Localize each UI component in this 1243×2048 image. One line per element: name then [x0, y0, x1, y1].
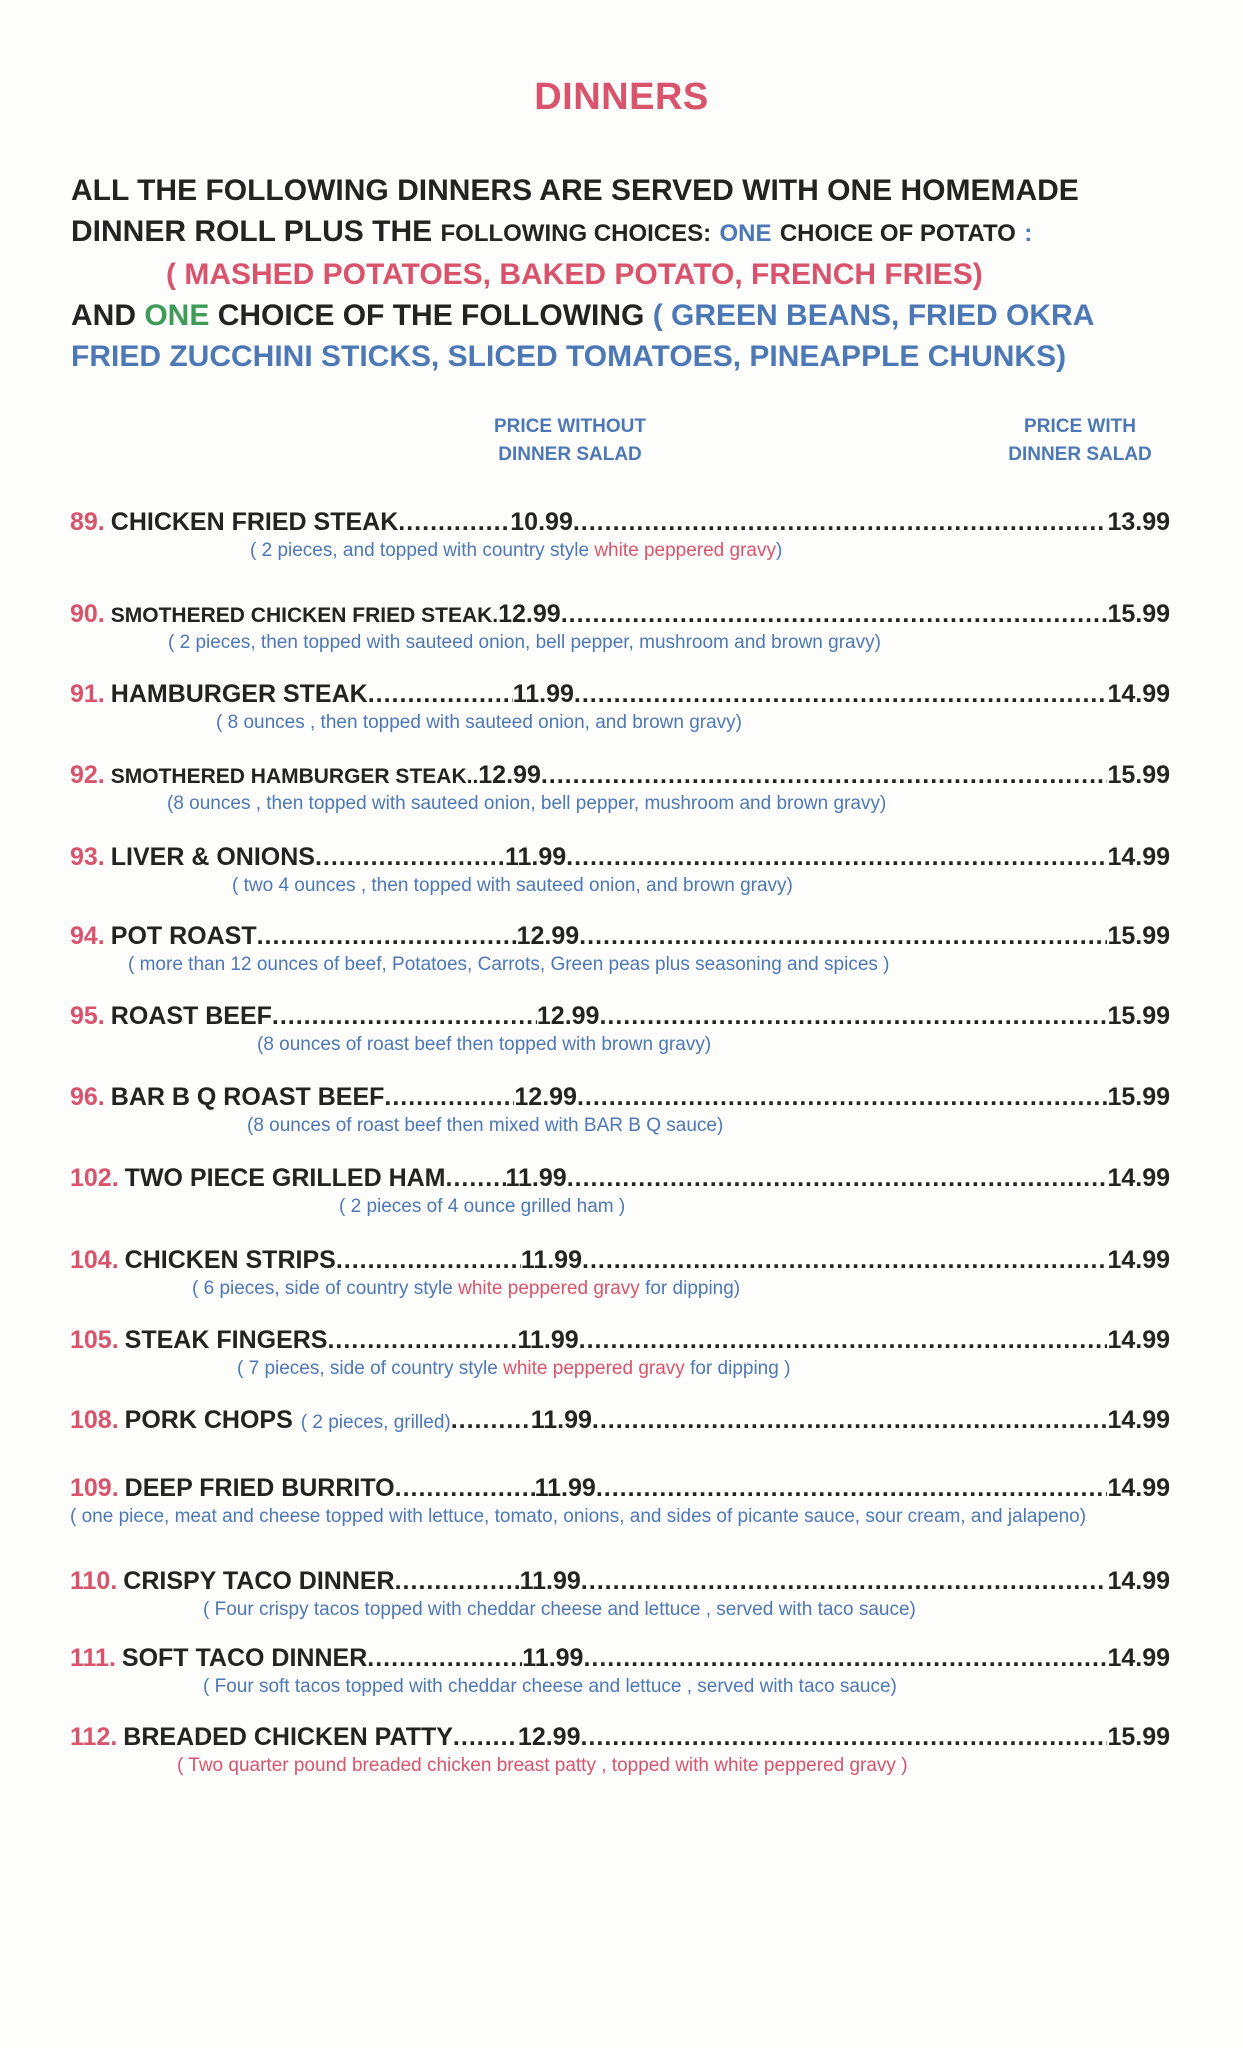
- dot-leader: [579, 922, 1107, 951]
- item-description: [70, 1755, 1170, 1777]
- page-title: DINNERS: [534, 76, 709, 118]
- item-description: [70, 712, 1170, 734]
- price-with-salad: 14.99: [1107, 680, 1170, 708]
- dot-leader: [368, 680, 513, 709]
- intro-text-part: FOLLOWING CHOICES:: [440, 220, 712, 247]
- intro-highlight-one: ONE: [144, 299, 210, 332]
- description-text: for dipping ): [684, 1358, 791, 1379]
- item-description: [70, 1599, 1170, 1621]
- price-without-salad: 12.99: [536, 1002, 600, 1030]
- intro-line-2: [71, 211, 1191, 254]
- item-number: 105.: [70, 1326, 119, 1354]
- description-text: ( 2 pieces, and topped with country style: [250, 540, 595, 561]
- price-without-salad-header: [450, 413, 690, 469]
- dot-leader: [581, 1567, 1108, 1596]
- dot-leader: [384, 1083, 514, 1112]
- intro-line-1: ALL THE FOLLOWING DINNERS ARE SERVED WITH ONE HOMEMADE: [71, 174, 1079, 207]
- menu-item: [70, 1723, 1170, 1777]
- gravy-highlight: white peppered gravy: [714, 1755, 896, 1776]
- dot-leader: [367, 1644, 522, 1673]
- item-description: [70, 1278, 1170, 1300]
- price-with-salad: 14.99: [1107, 843, 1170, 871]
- item-name: STEAK FINGERS: [124, 1326, 328, 1354]
- item-name: CHICKEN FRIED STEAK: [110, 508, 399, 536]
- dot-leader: [567, 1164, 1108, 1193]
- menu-item: [70, 1474, 1170, 1528]
- item-number: 102.: [70, 1164, 119, 1192]
- item-name: BAR B Q ROAST BEEF: [110, 1083, 385, 1111]
- intro-text-part: CHOICE OF THE FOLLOWING: [217, 299, 645, 332]
- item-number: 90.: [70, 600, 105, 628]
- menu-item-line: [70, 680, 1170, 709]
- dot-leader: [592, 1406, 1108, 1435]
- menu-item-line: [70, 1723, 1170, 1752]
- price-without-salad: 11.99: [534, 1474, 596, 1502]
- intro-text: [71, 170, 1191, 377]
- description-text: ( more than 12 ounces of beef, Potatoes, Carrots, Green peas plus seasoning and spices ): [128, 954, 890, 975]
- menu-item: [70, 1002, 1170, 1056]
- description-text: for dipping): [639, 1278, 741, 1299]
- dot-leader: [446, 1164, 506, 1193]
- menu-item-line: [70, 761, 1170, 790]
- gravy-highlight: white peppered gravy: [458, 1278, 640, 1299]
- item-description: [70, 1676, 1170, 1698]
- description-text: ( 7 pieces, side of country style: [237, 1358, 504, 1379]
- menu-item-line: [70, 1326, 1170, 1355]
- menu-item: [70, 1326, 1170, 1380]
- price-without-salad: 11.99: [517, 1326, 579, 1354]
- item-description: [70, 1196, 1170, 1218]
- menu-item-line: [70, 600, 1170, 629]
- menu-item: [70, 600, 1170, 654]
- item-number: 95.: [70, 1002, 105, 1030]
- description-text: ( two 4 ounces , then topped with sauteed onion, and brown gravy): [232, 875, 793, 896]
- item-name: CHICKEN STRIPS: [124, 1246, 336, 1274]
- menu-item: [70, 761, 1170, 815]
- item-number: 110.: [70, 1567, 118, 1595]
- price-without-salad: 12.99: [516, 922, 580, 950]
- description-text: ( 2 pieces, then topped with sauteed onion, bell pepper, mushroom and brown gravy): [168, 632, 881, 653]
- dot-leader: [395, 1567, 520, 1596]
- item-inline-note: ( 2 pieces, grilled): [300, 1412, 451, 1433]
- price-with-salad: 14.99: [1107, 1567, 1170, 1595]
- dot-leader: [395, 1474, 535, 1503]
- dot-leader: [577, 1083, 1107, 1112]
- price-with-salad: 14.99: [1107, 1164, 1170, 1192]
- menu-item: [70, 1083, 1170, 1137]
- description-text: (8 ounces of roast beef then mixed with BAR B Q sauce): [247, 1115, 724, 1136]
- menu-item-line: [70, 1406, 1170, 1435]
- gravy-highlight: white peppered gravy: [594, 540, 776, 561]
- price-without-salad: 12.99: [498, 600, 561, 628]
- price-with-salad: 14.99: [1107, 1326, 1170, 1354]
- menu-item-line: [70, 1567, 1170, 1596]
- item-name: BREADED CHICKEN PATTY: [123, 1723, 453, 1751]
- dot-leader: [453, 1723, 518, 1752]
- item-number: 92.: [70, 761, 105, 789]
- dot-leader: [257, 922, 517, 951]
- header-line: PRICE WITHOUT: [494, 416, 646, 437]
- item-name: TWO PIECE GRILLED HAM: [124, 1164, 446, 1192]
- price-with-salad: 14.99: [1107, 1406, 1170, 1434]
- menu-item: [70, 1406, 1170, 1435]
- menu-item: [70, 1164, 1170, 1218]
- price-with-salad: 15.99: [1107, 922, 1170, 950]
- price-with-salad: 15.99: [1107, 600, 1170, 628]
- item-name: SMOTHERED CHICKEN FRIED STEAK.: [110, 604, 499, 627]
- menu-item: [70, 1644, 1170, 1698]
- header-line: PRICE WITH: [1024, 416, 1136, 437]
- price-without-salad: 10.99: [510, 508, 573, 536]
- dot-leader: [561, 600, 1108, 629]
- description-text: (8 ounces of roast beef then topped with brown gravy): [257, 1034, 712, 1055]
- dot-leader: [451, 1406, 531, 1435]
- menu-item: [70, 680, 1170, 734]
- dot-leader: [582, 1246, 1107, 1275]
- price-with-salad: 14.99: [1107, 1644, 1170, 1672]
- item-name: DEEP FRIED BURRITO: [124, 1474, 395, 1502]
- item-number: 108.: [70, 1406, 119, 1434]
- item-name: ROAST BEEF: [110, 1002, 272, 1030]
- item-description: [70, 1358, 1170, 1380]
- header-line: DINNER SALAD: [1008, 444, 1152, 465]
- side-choices-cont: FRIED ZUCCHINI STICKS, SLICED TOMATOES, PINEAPPLE CHUNKS): [71, 340, 1067, 373]
- gravy-highlight: white peppered gravy: [503, 1358, 685, 1379]
- intro-text-part: DINNER ROLL PLUS THE: [71, 215, 433, 248]
- price-with-salad-header: [965, 413, 1195, 469]
- menu-item-line: [70, 1083, 1170, 1112]
- item-number: 104.: [70, 1246, 119, 1274]
- menu-item-line: [70, 1164, 1170, 1193]
- item-number: 111.: [70, 1644, 116, 1672]
- intro-highlight-one: ONE: [719, 220, 772, 247]
- dot-leader: [398, 508, 510, 537]
- menu-item-line: [70, 843, 1170, 872]
- intro-text-part: AND: [71, 299, 136, 332]
- header-line: DINNER SALAD: [498, 444, 642, 465]
- price-with-salad: 15.99: [1107, 1002, 1170, 1030]
- description-text: ( one piece, meat and cheese topped with lettuce, tomato, onions, and sides of picante sauce, sour cream, and jalapeno): [70, 1506, 1087, 1527]
- dot-leader: [573, 508, 1108, 537]
- menu-item: [70, 508, 1170, 562]
- item-name: LIVER & ONIONS: [110, 843, 315, 871]
- item-description: [70, 632, 1170, 654]
- menu-item-line: [70, 922, 1170, 951]
- description-text: ( 6 pieces, side of country style: [192, 1278, 459, 1299]
- intro-line-4: [71, 295, 1191, 336]
- menu-item-line: [70, 1644, 1170, 1673]
- intro-text-part: :: [1024, 220, 1033, 247]
- menu-item: [70, 922, 1170, 976]
- dot-leader: [272, 1002, 537, 1031]
- menu-item: [70, 1567, 1170, 1621]
- dot-leader: [566, 843, 1107, 872]
- menu-item: [70, 1246, 1170, 1300]
- dot-leader: [580, 1723, 1107, 1752]
- description-text: ( 8 ounces , then topped with sauteed onion, and brown gravy): [216, 712, 743, 733]
- dot-leader: [315, 843, 505, 872]
- item-description: [70, 954, 1170, 976]
- price-without-salad: 11.99: [519, 1567, 581, 1595]
- item-number: 89.: [70, 508, 105, 536]
- dot-leader: [596, 1474, 1108, 1503]
- description-text: ( Four soft tacos topped with cheddar cheese and lettuce , served with taco sauce): [203, 1676, 897, 1697]
- item-description: [70, 1115, 1170, 1137]
- menu-item: [70, 843, 1170, 897]
- price-with-salad: 15.99: [1107, 761, 1170, 789]
- description-text: ): [895, 1755, 908, 1776]
- description-text: ( Four crispy tacos topped with cheddar cheese and lettuce , served with taco sauce): [203, 1599, 916, 1620]
- item-name: SOFT TACO DINNER: [121, 1644, 368, 1672]
- item-name: SMOTHERED HAMBURGER STEAK..: [110, 765, 479, 788]
- dot-leader: [541, 761, 1108, 790]
- item-description: [70, 1034, 1170, 1056]
- intro-text-part: CHOICE OF POTATO: [779, 220, 1016, 247]
- dot-leader: [579, 1326, 1108, 1355]
- potato-choices: ( MASHED POTATOES, BAKED POTATO, FRENCH FRIES): [166, 258, 983, 291]
- item-description: [70, 1506, 1170, 1528]
- item-name: POT ROAST: [110, 922, 257, 950]
- description-text: ): [775, 540, 783, 561]
- item-name: PORK CHOPS: [124, 1406, 293, 1434]
- side-choices: ( GREEN BEANS, FRIED OKRA: [652, 299, 1095, 332]
- item-description: [70, 793, 1170, 815]
- price-with-salad: 14.99: [1107, 1474, 1170, 1502]
- price-with-salad: 15.99: [1107, 1083, 1170, 1111]
- item-number: 112.: [70, 1723, 118, 1751]
- description-text: ( Two quarter pound breaded chicken breast patty , topped with: [177, 1755, 715, 1776]
- dot-leader: [327, 1326, 517, 1355]
- menu-item-line: [70, 1246, 1170, 1275]
- item-name: HAMBURGER STEAK: [110, 680, 368, 708]
- dot-leader: [599, 1002, 1107, 1031]
- price-without-salad: 11.99: [520, 1246, 582, 1274]
- dot-leader: [336, 1246, 521, 1275]
- menu-item-line: [70, 1002, 1170, 1031]
- menu-item-line: [70, 1474, 1170, 1503]
- price-without-salad: 11.99: [505, 1164, 567, 1192]
- item-number: 96.: [70, 1083, 105, 1111]
- description-text: (8 ounces , then topped with sauteed onion, bell pepper, mushroom and brown gravy): [167, 793, 887, 814]
- price-without-salad: 11.99: [530, 1406, 592, 1434]
- price-without-salad: 12.99: [478, 761, 541, 789]
- dot-leader: [574, 680, 1108, 709]
- price-without-salad: 11.99: [512, 680, 574, 708]
- item-description: [70, 540, 1170, 562]
- price-without-salad: 11.99: [522, 1644, 584, 1672]
- item-number: 91.: [70, 680, 105, 708]
- menu-item-line: [70, 508, 1170, 537]
- price-with-salad: 13.99: [1107, 508, 1170, 536]
- price-with-salad: 14.99: [1107, 1246, 1170, 1274]
- item-number: 94.: [70, 922, 105, 950]
- price-with-salad: 15.99: [1107, 1723, 1170, 1751]
- price-without-salad: 12.99: [514, 1083, 577, 1111]
- item-name: CRISPY TACO DINNER: [123, 1567, 395, 1595]
- item-number: 93.: [70, 843, 105, 871]
- dot-leader: [583, 1644, 1107, 1673]
- price-without-salad: 11.99: [504, 843, 567, 871]
- description-text: ( 2 pieces of 4 ounce grilled ham ): [339, 1196, 626, 1217]
- item-number: 109.: [70, 1474, 119, 1502]
- item-description: [70, 875, 1170, 897]
- price-without-salad: 12.99: [517, 1723, 581, 1751]
